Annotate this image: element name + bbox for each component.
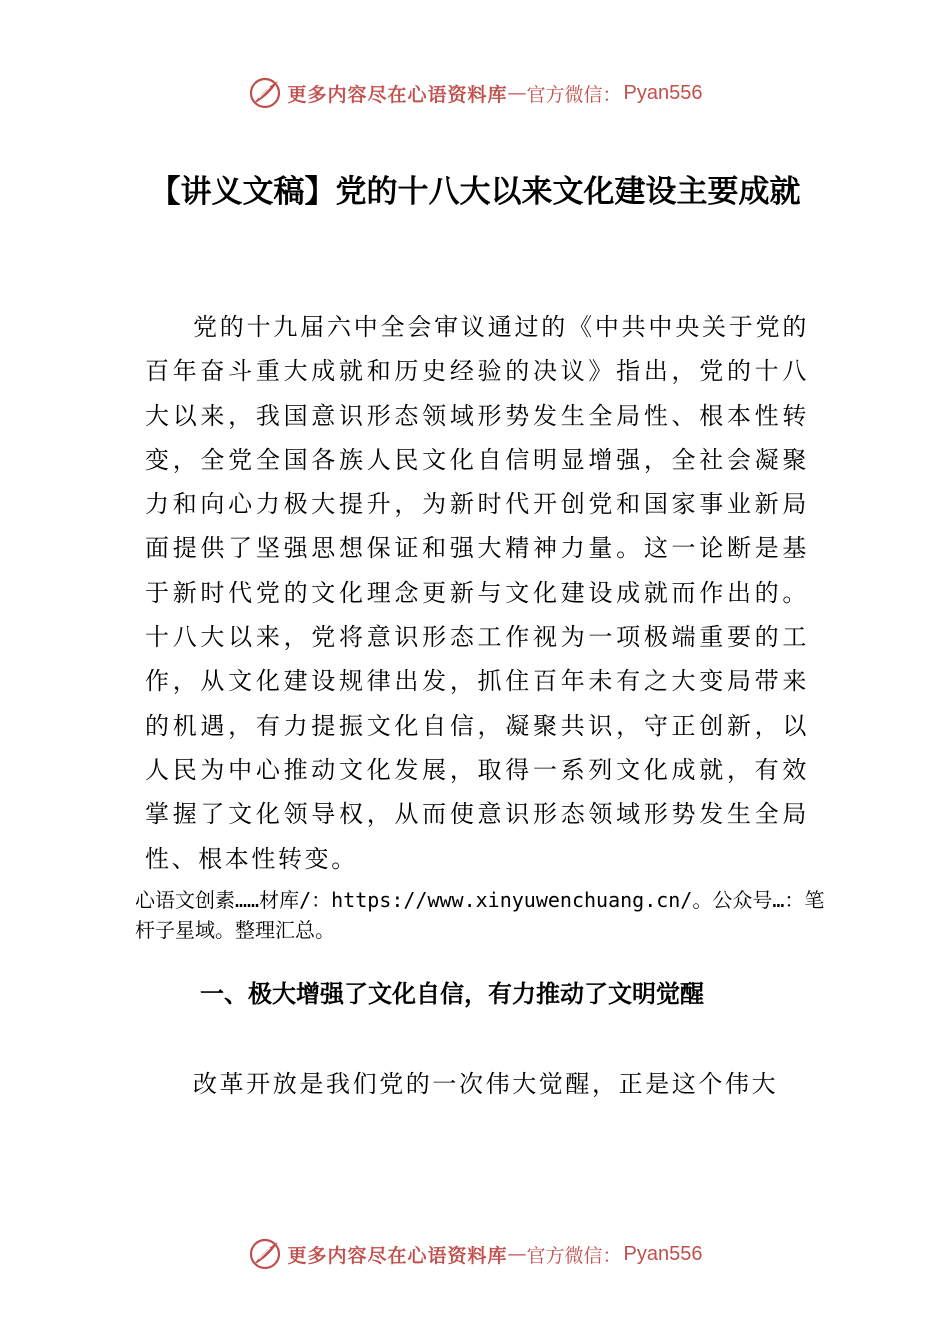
section-heading: 一、极大增强了文化自信，有力推动了文明觉醒 [200,980,704,1008]
watermark-wechat-label: 官方微信： [526,1244,622,1267]
quill-logo-icon [248,76,282,110]
watermark-separator: — [507,1243,527,1265]
watermark-wechat-id: Pyan556 [623,1242,703,1265]
watermark-wechat-id: Pyan556 [623,81,703,104]
watermark-wechat-label: 官方微信： [526,83,622,106]
source-note: 心语文创素……材库/：https://www.xinyuwenchuang.cn/。公众号…：笔杆子星域。整理汇总。 [135,888,825,942]
quill-logo-icon [248,1237,282,1271]
body-paragraph: 党的十九届六中全会审议通过的《中共中央关于党的百年奋斗重大成就和历史经验的决议》指出，党的十八大以来，我国意识形态领域形势发生全局性、根本性转变，全党全国各族人民文化自信明显增强，全社会凝聚力和向心力极大提升，为新时代开创党和国家事业新局面提供了坚强思想保证和强大精神力量。这一论断是基于新时代党的文化理念更新与文化建设成就而作出的。十八大以来，党将意识形态工作视为一项极端重要的工作，从文化建设规律出发，抓住百年未有之大变局带来的机遇，有力提振文化自信，凝聚共识，守正创新，以人民为中心推动文化发展，取得一系列文化成就，有效掌握了文化领导权，从而使意识形态领域形势发生全局性、根本性转变。 [145,313,809,873]
watermark-separator: — [507,82,527,104]
watermark-brand: 更多内容尽在心语资料库 [287,83,508,106]
footer-watermark [0,1234,950,1274]
body-paragraph-continued: 改革开放是我们党的一次伟大觉醒，正是这个伟大 [193,1070,779,1098]
header-watermark [0,73,950,113]
document-title: 【讲义文稿】党的十八大以来文化建设主要成就 [149,174,801,210]
watermark-brand: 更多内容尽在心语资料库 [287,1244,508,1267]
